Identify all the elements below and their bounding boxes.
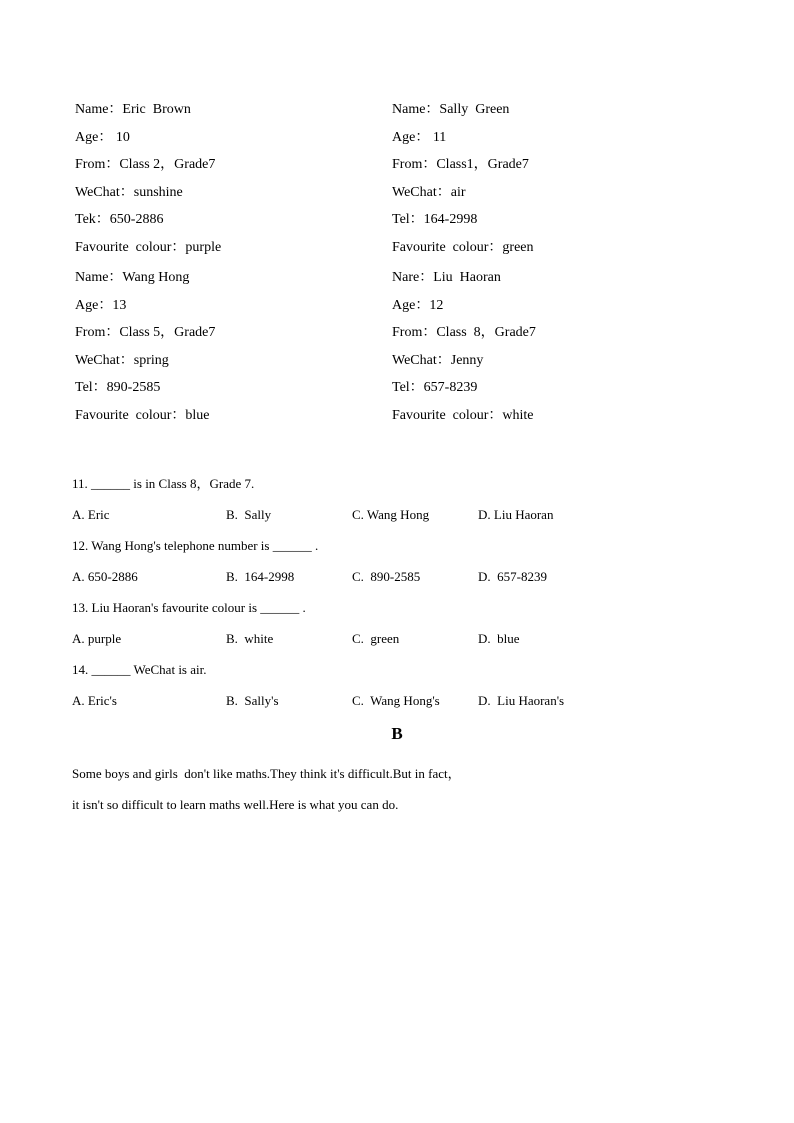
profile-colour: Favourite colour：white [392, 407, 534, 423]
profiles-section [75, 96, 735, 429]
profile-tel: Tek：650-2886 [75, 212, 164, 227]
profile-tel: Tel：890-2585 [75, 380, 161, 395]
passage-line: it isn't so difficult to learn maths well.Here is what you can do. [72, 797, 399, 812]
profile-from: From：Class 5，Grade7 [75, 325, 216, 340]
profile-card-eric [75, 96, 392, 261]
question-stem: 12. Wang Hong's telephone number is ______ . [72, 538, 319, 553]
profile-wechat: WeChat：air [392, 184, 466, 200]
profile-colour: Favourite colour：blue [75, 407, 210, 423]
passage-line: Some boys and girls don't like maths.They think it's difficult.But in fact， [72, 766, 461, 781]
profile-name: Nare：Liu Haoran [392, 270, 501, 285]
option-a: A. Eric [72, 507, 110, 522]
option-a: A. purple [72, 631, 122, 646]
question-options [72, 561, 722, 592]
question-options [72, 623, 722, 654]
question-options [72, 499, 722, 530]
profile-name: Name：Wang Hong [75, 270, 190, 285]
section-b-passage [72, 758, 722, 820]
profile-wechat: WeChat：Jenny [392, 352, 484, 368]
profile-wechat: WeChat：sunshine [75, 184, 183, 200]
profile-age: Age：12 [392, 297, 444, 313]
profile-wechat: WeChat：spring [75, 352, 169, 368]
section-b-title: B [391, 724, 403, 743]
option-b: B. Sally's [226, 693, 279, 708]
profile-colour: Favourite colour：purple [75, 239, 222, 255]
option-b: B. white [226, 631, 274, 646]
profile-card-wang-hong [75, 264, 392, 429]
profile-name: Name：Sally Green [392, 102, 510, 117]
questions-section [72, 468, 722, 716]
question-stem: 13. Liu Haoran's favourite colour is ______ . [72, 600, 306, 615]
option-c: C. green [352, 631, 400, 646]
profile-age: Age：13 [75, 297, 127, 313]
profile-age: Age： 11 [392, 129, 447, 145]
option-d: D. Liu Haoran's [478, 693, 565, 708]
option-a: A. 650-2886 [72, 569, 138, 584]
profile-colour: Favourite colour：green [392, 239, 534, 255]
profile-name: Name：Eric Brown [75, 102, 191, 117]
question-stem: 11. ______ is in Class 8，Grade 7. [72, 476, 255, 491]
option-d: D. blue [478, 631, 520, 646]
profile-tel: Tel：164-2998 [392, 212, 478, 227]
profile-from: From：Class 2，Grade7 [75, 157, 216, 172]
profile-from: From：Class 8，Grade7 [392, 325, 536, 340]
option-b: B. Sally [226, 507, 272, 522]
option-c: C. Wang Hong's [352, 693, 440, 708]
profile-tel: Tel：657-8239 [392, 380, 478, 395]
question-stem: 14. ______ WeChat is air. [72, 662, 207, 677]
profiles-grid [75, 96, 735, 429]
profile-card-liu-haoran [392, 264, 709, 429]
option-c: C. 890-2585 [352, 569, 421, 584]
question-options [72, 685, 722, 716]
profile-from: From：Class1，Grade7 [392, 157, 529, 172]
option-a: A. Eric's [72, 693, 117, 708]
option-c: C. Wang Hong [352, 507, 430, 522]
option-d: D. 657-8239 [478, 569, 547, 584]
profile-age: Age： 10 [75, 129, 130, 145]
option-b: B. 164-2998 [226, 569, 295, 584]
profile-card-sally [392, 96, 709, 261]
option-d: D. Liu Haoran [478, 507, 554, 522]
